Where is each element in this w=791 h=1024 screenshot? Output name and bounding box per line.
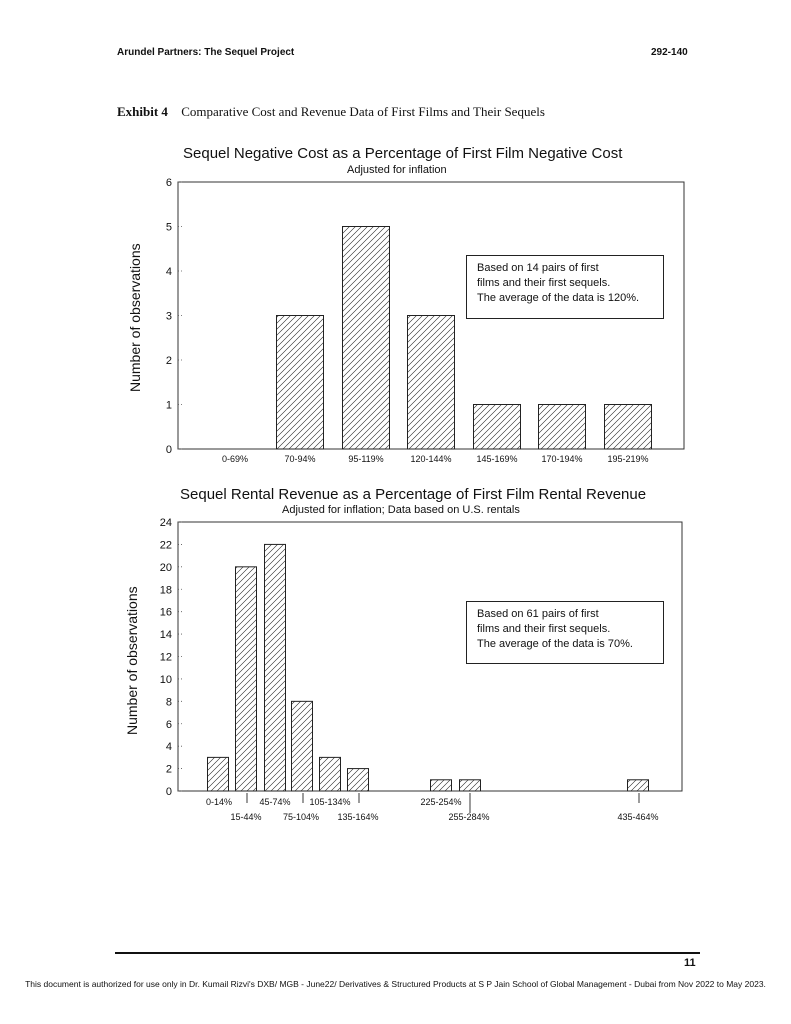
- x-tick-label: 70-94%: [284, 454, 316, 464]
- x-tick-label: 95-119%: [348, 454, 384, 464]
- authorization-notice: This document is authorized for use only in Dr. Kumail Rizvi's DXB/ MGB - June22/ Derivatives & Structured Products at S P Jain School of Global Management - Dubai from Nov 2022 to May 2023.: [25, 979, 766, 989]
- x-tick-label: 105-134%: [309, 797, 351, 807]
- y-tick-label: 18: [159, 584, 172, 597]
- bar-95-119%: [343, 227, 390, 450]
- y-tick-label: 6: [165, 177, 172, 189]
- y-tick-label: 14: [159, 629, 172, 642]
- chart2-note-line: The average of the data is 70%.: [477, 638, 633, 650]
- chart1-subtitle: Adjusted for inflation: [347, 164, 447, 176]
- y-tick-label: 5: [165, 221, 172, 234]
- y-tick-label: 1: [165, 399, 172, 412]
- bar-75-104%: [292, 701, 313, 791]
- y-tick-label: 16: [159, 606, 172, 619]
- x-tick-label: 0-69%: [221, 454, 249, 464]
- bar-170-194%: [539, 405, 586, 450]
- y-tick-label: 4: [165, 741, 172, 754]
- y-tick-label: 2: [165, 355, 172, 367]
- bar-15-44%: [236, 567, 257, 791]
- y-tick-label: 20: [159, 561, 172, 574]
- chart2-y-axis-label: Number of observations: [124, 586, 140, 735]
- chart2-subtitle: Adjusted for inflation; Data based on U.S. rentals: [282, 504, 520, 516]
- x-tick-label: 135-164%: [337, 812, 379, 822]
- chart2-note-line: films and their first sequels.: [477, 623, 611, 635]
- bar-195-219%: [605, 405, 652, 450]
- bar-135-164%: [348, 769, 369, 791]
- bar-255-284%: [460, 780, 481, 791]
- x-tick-label: 435-464%: [617, 812, 659, 822]
- chart2-note-box: [466, 601, 664, 664]
- x-tick-label: 255-284%: [448, 812, 490, 822]
- x-tick-label: 145-169%: [476, 454, 518, 464]
- y-tick-label: 2: [165, 763, 172, 776]
- y-tick-label: 22: [159, 539, 172, 552]
- x-tick-label: 120-144%: [410, 454, 452, 464]
- chart1-title: Sequel Negative Cost as a Percentage of First Film Negative Cost: [183, 145, 623, 162]
- bar-45-74%: [265, 544, 286, 791]
- bar-120-144%: [408, 316, 455, 450]
- chart1-note-line: Based on 14 pairs of first: [477, 262, 599, 274]
- case-number: 292-140: [651, 47, 688, 58]
- x-tick-label: 170-194%: [541, 454, 583, 464]
- x-tick-label: 15-44%: [230, 812, 262, 822]
- y-tick-label: 12: [159, 651, 172, 664]
- y-tick-label: 3: [165, 310, 172, 323]
- x-tick-label: 225-254%: [420, 797, 462, 807]
- chart1-note-line: The average of the data is 120%.: [477, 292, 640, 304]
- bar-145-169%: [474, 405, 521, 450]
- exhibit-label: Exhibit 4: [117, 104, 168, 119]
- x-tick-label: 75-104%: [282, 812, 320, 822]
- chart1-note-line: films and their first sequels.: [477, 277, 611, 289]
- chart2-plot: [160, 517, 682, 822]
- y-tick-label: 24: [159, 517, 172, 529]
- x-tick-label: 195-219%: [607, 454, 649, 464]
- chart2-note-line: Based on 61 pairs of first: [477, 608, 599, 620]
- exhibit-title: Comparative Cost and Revenue Data of First Films and Their Sequels: [181, 104, 545, 119]
- y-tick-label: 6: [165, 718, 172, 731]
- y-tick-label: 0: [165, 444, 172, 456]
- header-title: Arundel Partners: The Sequel Project: [117, 47, 295, 58]
- chart1-y-axis-label: Number of observations: [127, 243, 143, 392]
- y-tick-label: 10: [159, 673, 172, 686]
- bar-225-254%: [431, 780, 452, 791]
- chart2-title: Sequel Rental Revenue as a Percentage of First Film Rental Revenue: [180, 486, 647, 503]
- bar-70-94%: [277, 316, 324, 450]
- y-tick-label: 8: [165, 696, 172, 709]
- page-number: 11: [684, 957, 696, 969]
- y-tick-label: 0: [165, 786, 172, 798]
- chart1-note-box: [466, 255, 664, 319]
- bar-0-14%: [208, 757, 229, 791]
- x-tick-label: 0-14%: [205, 797, 233, 807]
- y-tick-label: 4: [165, 266, 172, 278]
- bar-105-134%: [320, 757, 341, 791]
- chart1-plot: [166, 177, 684, 464]
- footer-divider: [115, 952, 700, 954]
- x-tick-label: 45-74%: [259, 797, 291, 807]
- bar-435-464%: [628, 780, 649, 791]
